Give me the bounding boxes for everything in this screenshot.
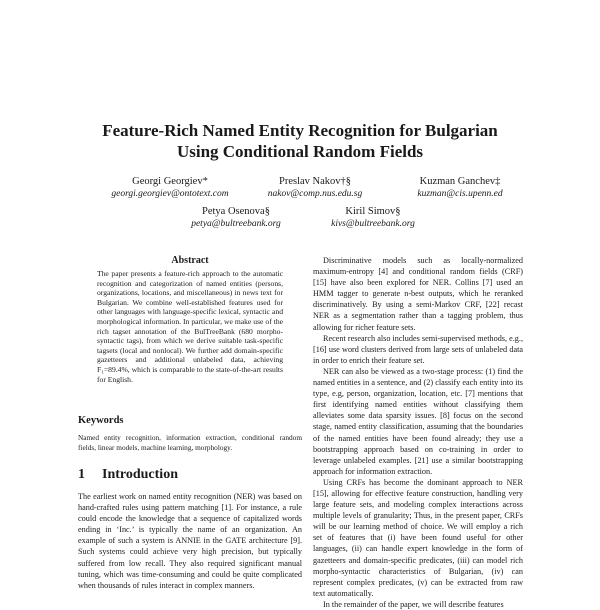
author-block xyxy=(110,175,230,200)
author-name: Kuzman Ganchev‡ xyxy=(419,176,501,187)
abstract-heading: Abstract xyxy=(171,255,209,266)
paragraph: Using CRFs has become the dominant approach to NER [15], allowing for effective feature construction, handling very large feature sets, and modeling complex interactions across multiple levels of granularity; Thus, in the present paper, CRFs will be our learning method of choice. We will employ a rich set of features that (i) have been found useful for other languages, (ii) can handle expert knowledge in the form of gazetteers and domain-specific predicates, (iii) can model rich morpho-syntactic characteristics of Bulgarian, (iv) can represent complex predicates, (v) can be extracted from raw text automatically. xyxy=(313,477,523,598)
section-title: Introduction xyxy=(102,467,178,482)
paragraph: In the remainder of the paper, we will describe features xyxy=(323,599,504,609)
keywords-section xyxy=(78,414,302,452)
abstract-text: The paper presents a feature-rich approach to the automatic recognition and categorization of named entities (persons, organizations, locations, and miscellaneous) in news text for Bulgarian. We combine well-established features used for other languages with language-specific lexical, syntactic and morphological information. In particular, we make use of the rich tagset annotation of the BulTreeBank (680 morpho-syntactic tags), from which we derive suitable task-specific tagsets (local and nonlocal). We further add domain-specific gazetteers and additional unlabeled data, achieving F₁=89.4%, which is comparable to the state-of-the-art results for English. xyxy=(97,269,283,384)
paragraph: The earliest work on named entity recognition (NER) was based on hand-crafted rules using pattern matching [1]. For instance, a rule could encode the knowledge that a sequence of capitalized words ending in ‘Inc.’ is typically the name of an organization. An example of such a system is ANNIE in the GATE architecture [9]. Such systems could achieve very high precision, but typically suffered from low recall. They also required significant manual tuning, which was time-consuming and could be quite complicated when thousands of rules interact in complex manners. xyxy=(78,492,302,590)
keywords-heading: Keywords xyxy=(78,415,124,426)
author-email: petya@bultreebank.org xyxy=(191,219,281,229)
title-line-1: Feature-Rich Named Entity Recognition for Bulgarian xyxy=(102,121,498,140)
author-email: kuzman@cis.upenn.ed xyxy=(417,189,503,199)
right-column xyxy=(313,255,523,610)
paragraph: Recent research also includes semi-supervised methods, e.g., [16] use word clusters derived from large sets of unlabeled data in order to enrich their feature set. xyxy=(313,333,523,365)
author-block xyxy=(250,175,380,200)
introduction-body xyxy=(78,491,302,591)
author-email: georgi.georgiev@ontotext.com xyxy=(111,189,229,199)
keywords-text: Named entity recognition, information extraction, conditional random fields, linear models, machine learning, morphology. xyxy=(78,433,302,452)
author-name: Preslav Nakov†§ xyxy=(278,176,352,187)
introduction-section xyxy=(78,466,302,591)
title-line-2: Using Conditional Random Fields xyxy=(176,142,424,161)
section-heading xyxy=(78,466,302,483)
author-name: Petya Osenova§ xyxy=(202,206,270,217)
author-name: Kiril Simov§ xyxy=(345,206,401,217)
author-block xyxy=(176,205,296,230)
paragraph: NER can also be viewed as a two-stage process: (1) find the named entities in a sentence, and (2) classify each entity into its type, e.g, person, organization, location, etc. [7] mentions that first identifying named entities without classifying them alleviates some data sparsity issues. [8] focus on the second stage, named entity classification, assuming that the boundaries of the named entities have been found already; they use a bootstrapping approach based on co-training in order to leverage unlabeled examples. [21] use a similar bootstrapping approach for information extraction. xyxy=(313,366,523,476)
author-block xyxy=(400,175,520,200)
author-name: Georgi Georgiev* xyxy=(132,176,208,187)
abstract-section xyxy=(97,254,283,384)
paragraph: Discriminative models such as locally-normalized maximum-entropy [4] and conditional random fields (CRF) [15] have also been explored for NER. Collins [7] used an HMM tagger to generate n-best outputs, which he reranked discriminatively. By using a semi-Markov CRF, [22] recast NER as a segmentation rather than a tagging problem, thus allowing for richer feature sets. xyxy=(313,256,523,332)
section-number: 1 xyxy=(78,467,85,482)
author-block xyxy=(314,205,432,230)
paper-title xyxy=(0,120,600,162)
author-email: nakov@comp.nus.edu.sg xyxy=(267,189,363,199)
author-email: kivs@bultreebank.org xyxy=(331,219,415,229)
